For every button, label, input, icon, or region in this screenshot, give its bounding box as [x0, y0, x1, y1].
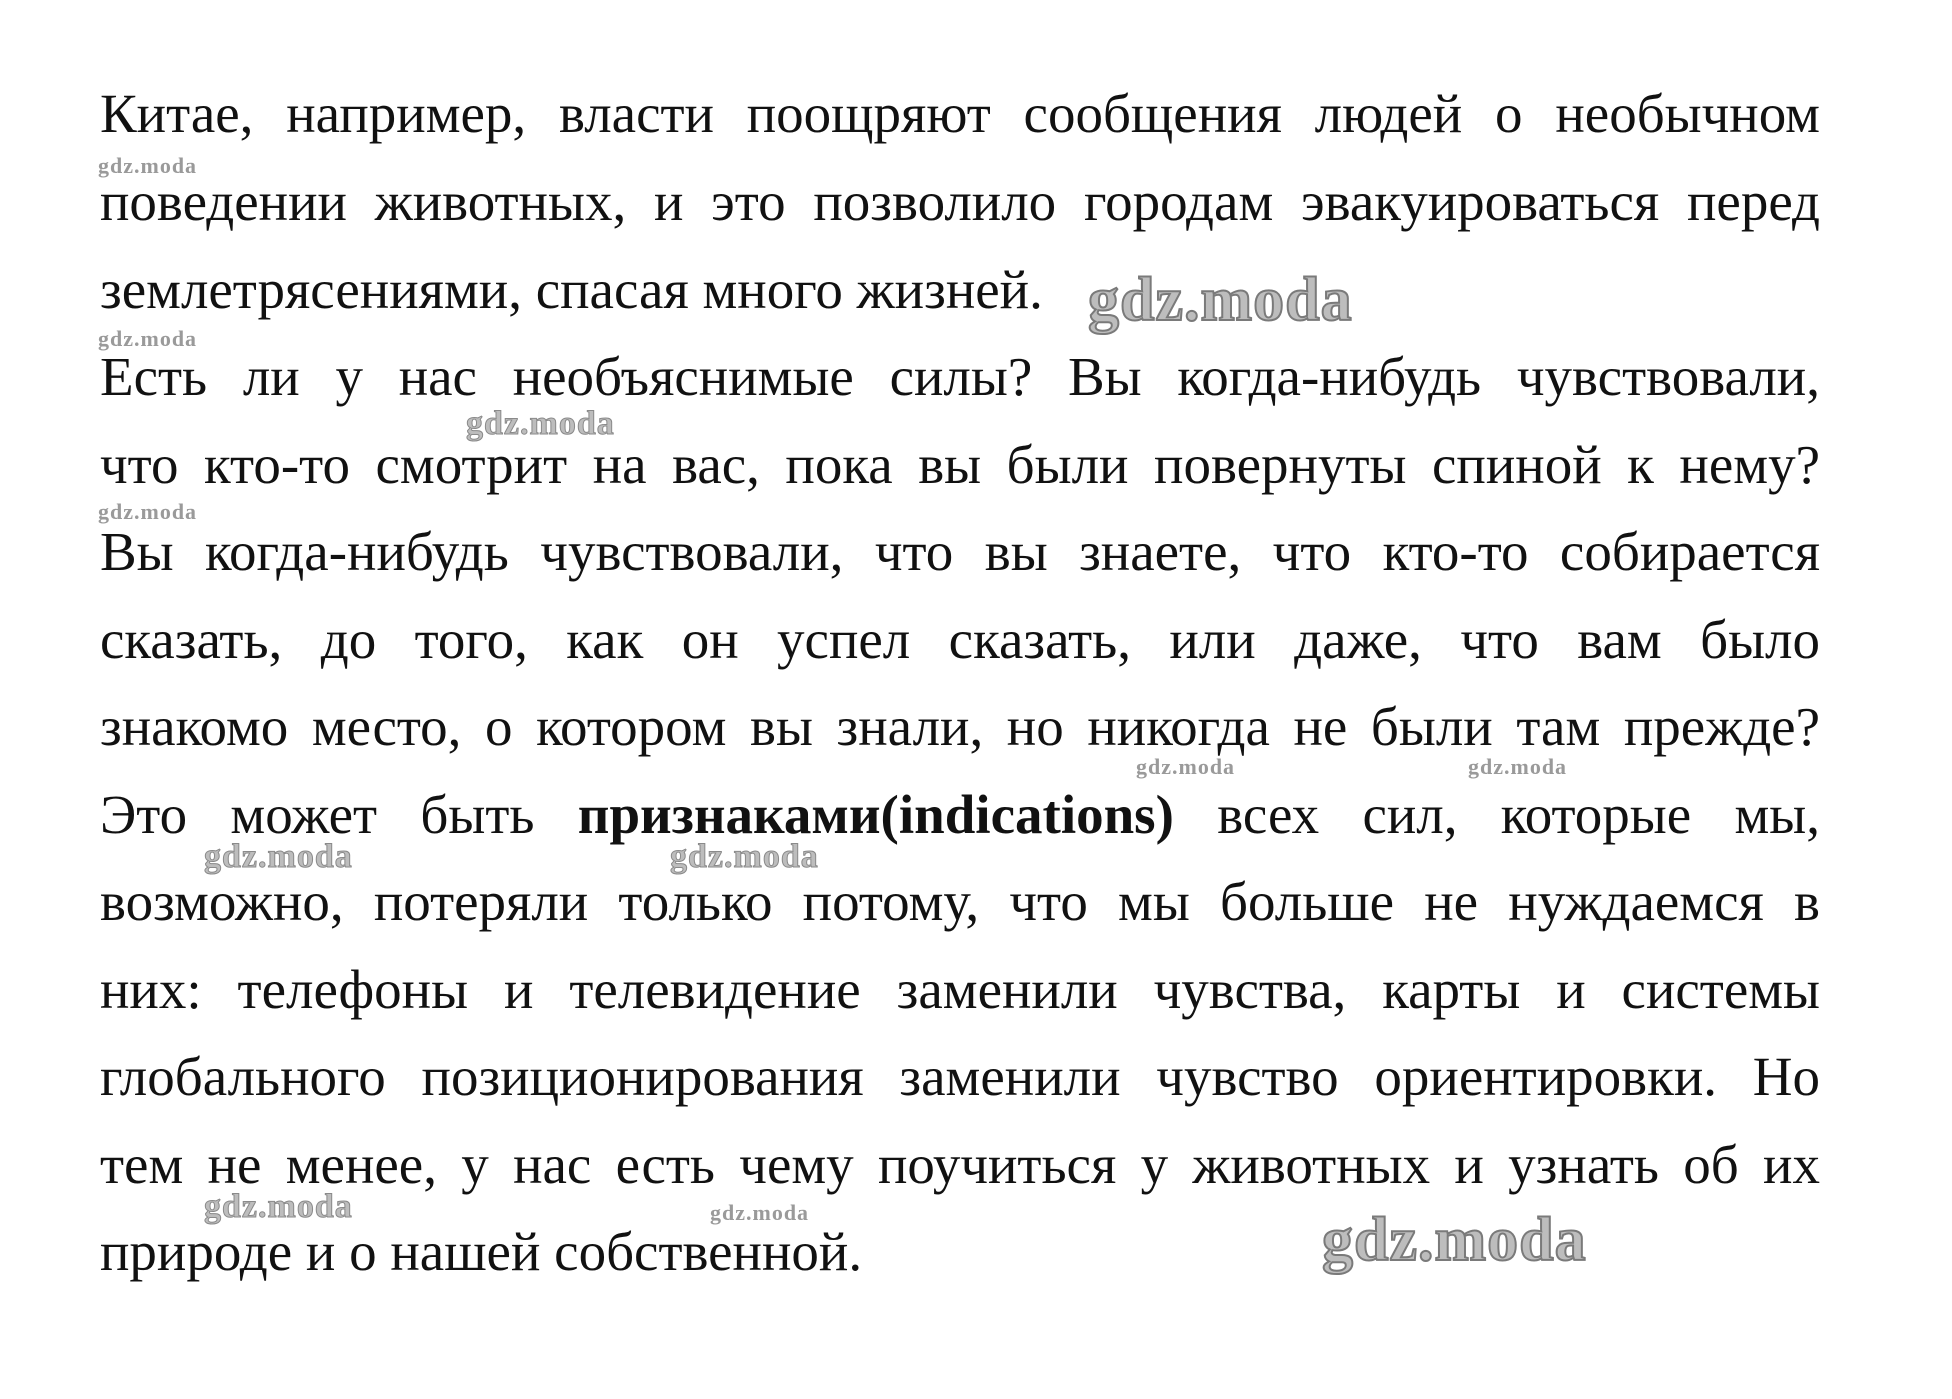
watermark-logo: gdz.moda	[1136, 754, 1236, 779]
text-line-4: Есть ли у нас необъяснимые силы? Вы когда-нибудь чувствовали,	[100, 346, 1820, 407]
text-run: Это может быть	[100, 784, 578, 845]
bold-term: признаками(indications)	[577, 784, 1174, 845]
text-line-9	[100, 783, 1820, 847]
text-line-1: Китае, например, власти поощряют сообщения людей о необычном	[100, 83, 1820, 144]
watermark-logo: gdz.moda	[466, 405, 615, 442]
text-line-13: тем не менее, у нас есть чему поучиться у животных и узнать об их	[100, 1134, 1820, 1195]
text-line-3: землетрясениями, спасая много жизней.	[100, 259, 1043, 320]
text-line-10: возможно, потеряли только потому, что мы больше не нуждаемся в	[100, 871, 1820, 932]
text-line-8: знакомо место, о котором вы знали, но никогда не были там прежде?	[100, 696, 1820, 757]
watermark-logo: gdz.moda	[670, 838, 819, 875]
watermark-logo: gdz.moda	[98, 499, 198, 524]
text-line-7: сказать, до того, как он успел сказать, или даже, что вам было	[100, 609, 1820, 670]
text-line-2: поведении животных, и это позволило городам эвакуироваться перед	[100, 171, 1820, 232]
watermark-logo: gdz.moda	[204, 1188, 353, 1225]
watermark-logo: gdz.moda	[710, 1200, 810, 1225]
text-line-11: них: телефоны и телевидение заменили чувства, карты и системы	[100, 959, 1820, 1020]
watermark-logo: gdz.moda	[1322, 1206, 1587, 1274]
text-run: всех сил, которые мы,	[1173, 784, 1820, 845]
watermark-logo: gdz.moda	[98, 153, 198, 178]
text-line-5: что кто-то смотрит на вас, пока вы были повернуты спиной к нему?	[100, 434, 1820, 495]
watermark-logo: gdz.moda	[98, 326, 198, 351]
text-line-6: Вы когда-нибудь чувствовали, что вы знаете, что кто-то собирается	[100, 521, 1820, 582]
watermark-logo: gdz.moda	[1088, 266, 1353, 334]
text-line-12: глобального позиционирования заменили чувство ориентировки. Но	[100, 1046, 1820, 1107]
text-line-14: природе и о нашей собственной.	[100, 1221, 863, 1282]
watermark-logo: gdz.moda	[1468, 754, 1568, 779]
watermark-logo: gdz.moda	[204, 838, 353, 875]
